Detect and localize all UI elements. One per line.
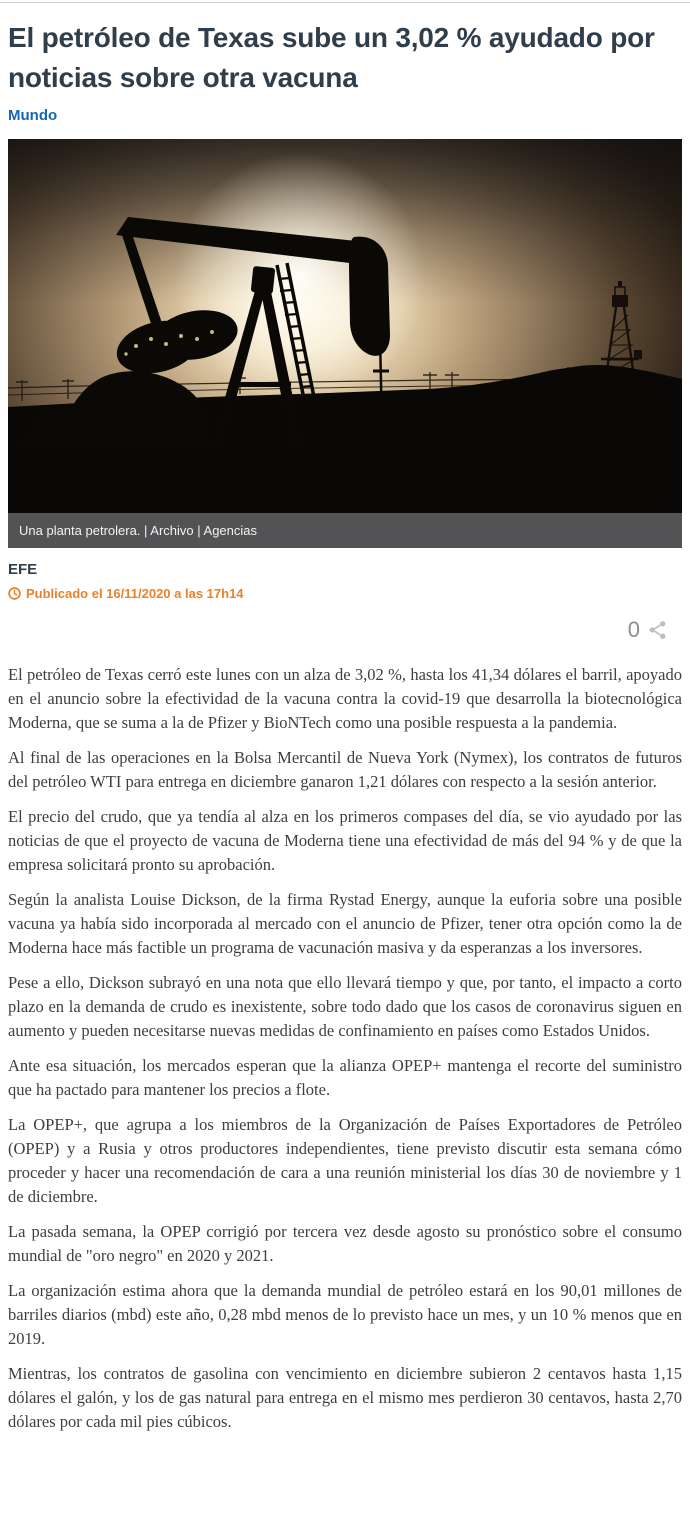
share-button[interactable] bbox=[647, 619, 668, 641]
article-body bbox=[8, 663, 682, 1434]
article-paragraph: La OPEP+, que agrupa a los miembros de la Organización de Países Exportadores de Petróleo (OPEP) y a Rusia y otros productores independientes, tiene previsto discutir esta semana cómo proceder y hacer una recomendación de cara a una reunión ministerial los días 30 de noviembre y 1 de diciembre. bbox=[8, 1115, 682, 1206]
article-paragraph: La organización estima ahora que la demanda mundial de petróleo estará en los 90,01 millones de barriles diarios (mbd) este año, 0,28 mbd menos de lo previsto hace un mes, y un 10 % menos que en 2019. bbox=[8, 1281, 682, 1348]
share-count: 0 bbox=[627, 617, 640, 642]
publish-date-row bbox=[8, 586, 682, 601]
article-paragraph: Mientras, los contratos de gasolina con vencimiento en diciembre subieron 2 centavos hasta 1,15 dólares el galón, y los de gas natural para entrega en el mismo mes perdieron 30 centavos, hasta 2,70 dólares por cada mil pies cúbicos. bbox=[8, 1364, 682, 1431]
article-paragraph: El petróleo de Texas cerró este lunes con un alza de 3,02 %, hasta los 41,34 dólares el barril, apoyado en el anuncio sobre la efectividad de la vacuna contra la covid-19 que desarrolla la biotecnológica Moderna, que se suma a la de Pfizer y BioNTech como una posible respuesta a la pandemia. bbox=[8, 665, 682, 732]
article-paragraph: Ante esa situación, los mercados esperan que la alianza OPEP+ mantenga el recorte del suministro que ha pactado para mantener los precios a flote. bbox=[8, 1056, 682, 1099]
publish-date-text: Publicado el 16/11/2020 a las 17h14 bbox=[26, 586, 244, 601]
article-container bbox=[0, 18, 690, 1434]
article-paragraph: Según la analista Louise Dickson, de la firma Rystad Energy, aunque la euforia sobre una posible vacuna ya había sido incorporada al mercado con el anuncio de Pfizer, tener otra opción como la de Moderna hace más factible un programa de vacunación masiva y da esperanzas a los inversores. bbox=[8, 890, 682, 957]
image-caption: Una planta petrolera. | Archivo | Agencias bbox=[8, 513, 682, 548]
share-row bbox=[8, 614, 682, 646]
article-paragraph: Al final de las operaciones en la Bolsa Mercantil de Nueva York (Nymex), los contratos de futuros del petróleo WTI para entrega en diciembre ganaron 1,21 dólares con respecto a la sesión anterior. bbox=[8, 748, 682, 791]
article-paragraph: Pese a ello, Dickson subrayó en una nota que ello llevará tiempo y que, por tanto, el impacto a corto plazo en la demanda de crudo es inexistente, sobre todo dado que los casos de coronavirus siguen en aumento y pueden necesitarse nuevas medidas de confinamiento en países como Estados Unidos. bbox=[8, 973, 682, 1040]
page-title: El petróleo de Texas sube un 3,02 % ayudado por noticias sobre otra vacuna bbox=[8, 22, 655, 93]
share-icon bbox=[647, 619, 668, 641]
category-link-mundo[interactable]: Mundo bbox=[8, 107, 58, 124]
article-photo bbox=[8, 139, 682, 548]
clock-icon bbox=[8, 587, 21, 600]
article-paragraph: El precio del crudo, que ya tendía al alza en los primeros compases del día, se vio ayudado por las noticias de que el proyecto de vacuna de Moderna tiene una efectividad de más del 94 % y de que la empresa solicitará pronto su aprobación. bbox=[8, 807, 682, 874]
article-paragraph: La pasada semana, la OPEP corrigió por tercera vez desde agosto su pronóstico sobre el consumo mundial de "oro negro" en 2020 y 2021. bbox=[8, 1222, 682, 1265]
top-divider bbox=[0, 2, 690, 3]
author-name: EFE bbox=[8, 561, 38, 578]
hero-figure bbox=[8, 139, 682, 548]
